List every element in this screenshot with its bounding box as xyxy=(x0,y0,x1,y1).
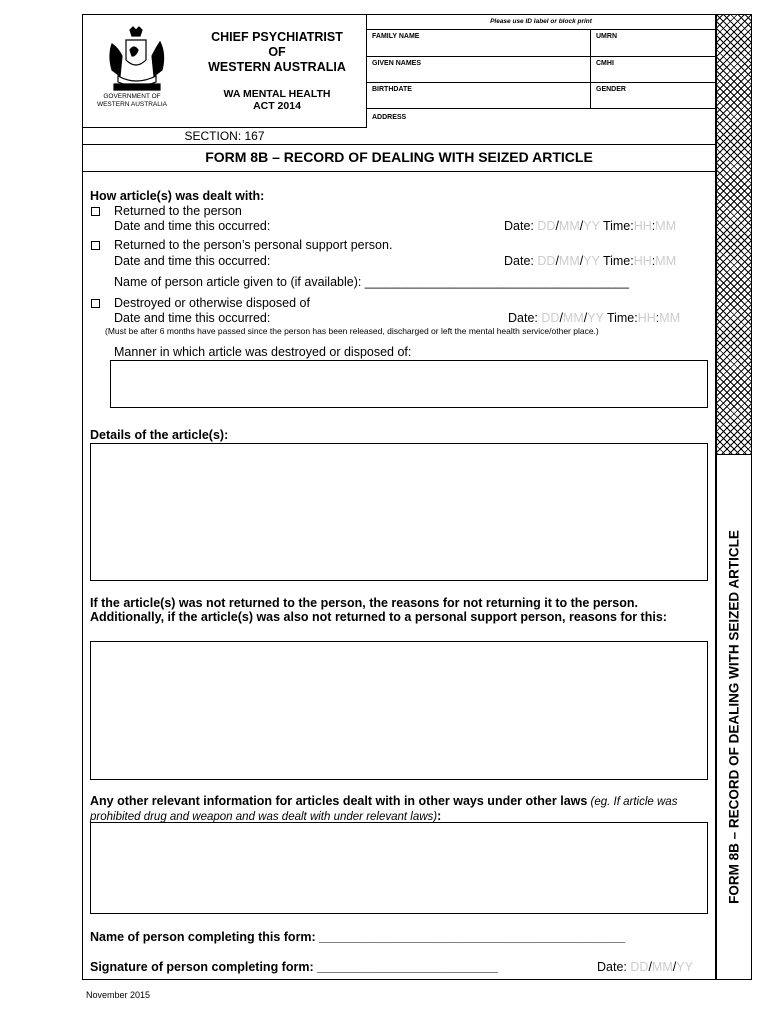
coat-of-arms-logo xyxy=(100,26,172,94)
cmhi-field[interactable]: CMHI xyxy=(596,60,614,67)
government-caption: GOVERNMENT OF WESTERN AUSTRALIA xyxy=(96,93,168,108)
details-heading: Details of the article(s): xyxy=(90,428,229,442)
id-grid-line xyxy=(366,56,716,57)
destroyed-checkbox[interactable] xyxy=(91,299,100,308)
family-name-field[interactable]: FAMILY NAME xyxy=(372,33,420,40)
id-grid-line xyxy=(366,108,716,109)
hatched-margin xyxy=(716,14,752,455)
id-label-note: Please use ID label or block print xyxy=(490,18,592,25)
other-info-heading: Any other relevant information for articles dealt with in other ways under other laws (eg. If article was prohibited drug and weapon and was dealt with under relevant laws): xyxy=(90,794,678,823)
option-returned-person: Returned to the person xyxy=(114,204,242,218)
reasons-textbox[interactable] xyxy=(90,641,708,780)
title-bottom-line xyxy=(82,171,716,172)
other-info-textbox[interactable] xyxy=(90,822,708,914)
manner-textbox[interactable] xyxy=(110,360,708,408)
section-line xyxy=(82,127,367,128)
address-field[interactable]: ADDRESS xyxy=(372,114,407,121)
id-grid-line xyxy=(366,29,716,30)
coat-of-arms-icon xyxy=(100,26,172,94)
gender-field[interactable]: GENDER xyxy=(596,86,626,93)
manner-label: Manner in which article was destroyed or disposed of: xyxy=(114,345,412,359)
header-bottom-line xyxy=(82,144,716,145)
date-time-label: Date and time this occurred: xyxy=(114,219,271,233)
name-given-to-field[interactable]: Name of person article given to (if available): ______________________________________ xyxy=(114,275,629,289)
date-time-label: Date and time this occurred: xyxy=(114,254,271,268)
destroy-timing-note: (Must be after 6 months have passed since the person has been released, discharged or left the mental health service/other place.) xyxy=(105,326,599,336)
option-destroyed: Destroyed or otherwise disposed of xyxy=(114,296,310,310)
header-divider xyxy=(366,14,367,127)
completer-name-field[interactable]: Name of person completing this form: ____________________________________________ xyxy=(90,930,626,944)
datetime-field-3[interactable]: Date: DD/MM/YY Time:HH:MM xyxy=(508,311,681,325)
id-grid-line xyxy=(366,82,716,83)
option-returned-support: Returned to the person’s personal support person. xyxy=(114,238,393,252)
id-grid-divider xyxy=(590,29,591,108)
date-time-label: Date and time this occurred: xyxy=(114,311,271,325)
details-textbox[interactable] xyxy=(90,443,708,581)
datetime-field-1[interactable]: Date: DD/MM/YY Time:HH:MM xyxy=(504,219,677,233)
umrn-field[interactable]: UMRN xyxy=(596,33,617,40)
signature-field[interactable]: Signature of person completing form: __________________________ xyxy=(90,960,498,974)
footer-date: November 2015 xyxy=(86,990,151,1000)
datetime-field-2[interactable]: Date: DD/MM/YY Time:HH:MM xyxy=(504,254,677,268)
completion-date-field[interactable]: Date: DD/MM/YY xyxy=(597,960,693,974)
returned-support-checkbox[interactable] xyxy=(91,241,100,250)
reasons-heading: If the article(s) was not returned to the person, the reasons for not returning it to the person. Additionally, if the article(s) was also not returned to a personal support person, reasons for this: xyxy=(90,596,667,624)
how-dealt-heading: How article(s) was dealt with: xyxy=(90,189,265,203)
birthdate-field[interactable]: BIRTHDATE xyxy=(372,86,412,93)
act-name: WA MENTAL HEALTH ACT 2014 xyxy=(223,88,331,112)
agency-name: CHIEF PSYCHIATRIST OF WESTERN AUSTRALIA xyxy=(208,30,346,74)
returned-person-checkbox[interactable] xyxy=(91,207,100,216)
section-number: SECTION: 167 xyxy=(184,129,265,143)
given-names-field[interactable]: GIVEN NAMES xyxy=(372,60,422,67)
form-title: FORM 8B – RECORD OF DEALING WITH SEIZED ARTICLE xyxy=(205,149,593,165)
